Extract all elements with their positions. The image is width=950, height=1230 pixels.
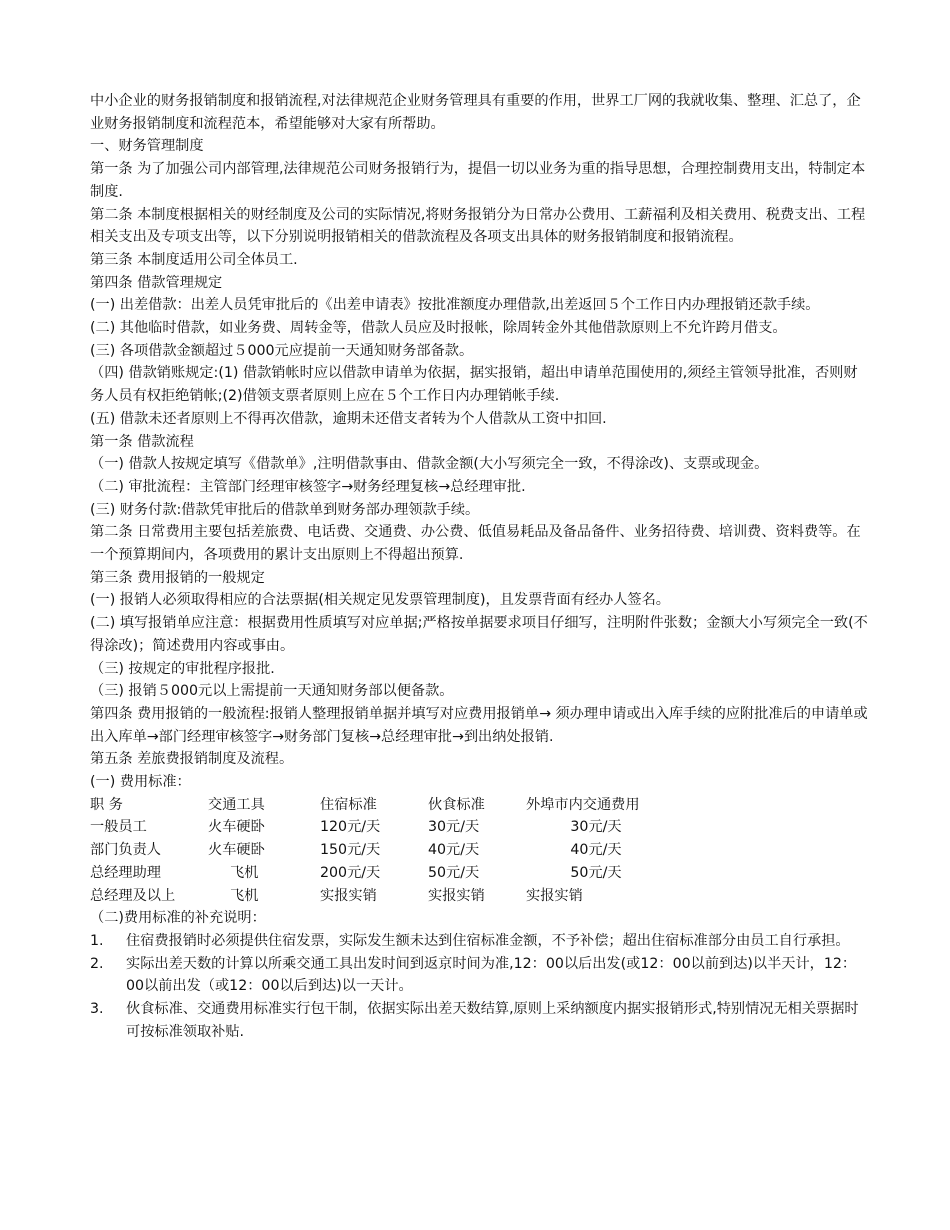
table-row <box>90 816 870 839</box>
table-cell: 120元/天 <box>320 819 381 836</box>
paragraph: （一) 借款人按规定填写《借款单》,注明借款事由、借款金额(大小写须完全一致，不得涂改)、支票或现金。 <box>90 456 769 473</box>
paragraph: （四) 借款销账规定:(1) 借款销帐时应以借款申请单为依据，据实报销，超出申请单范围使用的,须经主管领导批准，否则财务人员有权拒绝销帐;(2)借领支票者原则上应在５个工作日内办理销帐手续. <box>90 365 858 405</box>
list-text: 实际出差天数的计算以所乘交通工具出发时间到返京时间为准,12：00以后出发(或12：00以前到达)以半天计，12：00以前出发（或12：00以后到达)以一天计。 <box>126 955 857 995</box>
table-cell: 实报实销 <box>320 887 377 904</box>
paragraph: (二) 其他临时借款，如业务费、周转金等，借款人员应及时报帐，除周转金外其他借款原则上不允许跨月借支。 <box>90 320 787 337</box>
table-cell: 150元/天 <box>320 842 381 859</box>
table-cell: 总经理及以上 <box>90 887 176 904</box>
expense-standard-table <box>90 794 870 907</box>
list-text: 住宿费报销时必须提供住宿发票，实际发生额未达到住宿标准金额，不予补偿；超出住宿标准部分由员工自行承担。 <box>126 932 850 949</box>
table-cell: 一般员工 <box>90 819 147 836</box>
paragraph: (三) 财务付款:借款凭审批后的借款单到财务部办理领款手续。 <box>90 501 480 518</box>
table-cell: 40元/天 <box>570 842 622 859</box>
list-text: 伙食标准、交通费用标准实行包干制，依据实际出差天数结算,原则上采纳额度内据实报销形式,特别情况无相关票据时可按标准领取补贴. <box>126 1001 859 1040</box>
paragraph: （三) 报销５000元以上需提前一天通知财务部以便备款。 <box>90 683 454 700</box>
list-item <box>90 998 870 1043</box>
paragraph: (三) 各项借款金额超过５000元应提前一天通知财务部备款。 <box>90 342 474 359</box>
paragraph: 第三条 费用报销的一般规定 <box>90 569 265 586</box>
paragraph: 一、财务管理制度 <box>90 138 204 155</box>
table-cell: 50元/天 <box>570 864 622 881</box>
paragraph: 第五条 差旅费报销制度及流程。 <box>90 751 294 768</box>
paragraph: 第一条 借款流程 <box>90 433 194 450</box>
paragraph: 第四条 借款管理规定 <box>90 274 223 291</box>
paragraph: 第二条 本制度根据相关的财经制度及公司的实际情况,将财务报销分为日常办公费用、工薪福利及相关费用、税费支出、工程相关支出及专项支出等，以下分别说明报销相关的借款流程及各项支出具体的财务报销制度和报销流程。 <box>90 206 866 246</box>
table-cell: 火车硬卧 <box>208 842 265 859</box>
table-cell: 实报实销 <box>526 887 583 904</box>
table-header: 交通工具 <box>208 796 265 813</box>
table-row <box>90 862 870 885</box>
table-header: 外埠市内交通费用 <box>526 796 640 813</box>
list-number: 1. <box>90 932 104 949</box>
paragraph: 第二条 日常费用主要包括差旅费、电话费、交通费、办公费、低值易耗品及备品备件、业务招待费、培训费、资料费等。在一个预算期间内，各项费用的累计支出原则上不得超出预算. <box>90 524 861 564</box>
table-cell: 火车硬卧 <box>208 819 265 836</box>
table-row <box>90 885 870 908</box>
paragraph: 第一条 为了加强公司内部管理,法律规范公司财务报销行为，提倡一切以业务为重的指导思想，合理控制费用支出，特制定本制度. <box>90 161 866 200</box>
table-header-row <box>90 794 870 817</box>
paragraph: 第四条 费用报销的一般流程:报销人整理报销单据并填写对应费用报销单→ 须办理申请或出入库手续的应附批准后的申请单或出入库单→部门经理审核签字→财务部门复核→总经理审批→到出纳处报销. <box>90 705 868 745</box>
table-cell: 30元/天 <box>428 819 480 836</box>
table-cell: 飞机 <box>230 887 259 904</box>
paragraph: （三) 按规定的审批程序报批. <box>90 660 275 677</box>
table-cell: 40元/天 <box>428 842 480 859</box>
list-number: 3. <box>90 1001 104 1018</box>
supplement-title: （二)费用标准的补充说明： <box>90 910 266 927</box>
table-cell: 总经理助理 <box>90 864 161 881</box>
list-number: 2. <box>90 955 104 972</box>
table-row <box>90 839 870 862</box>
table-cell: 30元/天 <box>570 819 622 836</box>
table-cell: 50元/天 <box>428 864 480 881</box>
table-cell: 部门负责人 <box>90 842 161 859</box>
document-body <box>90 90 870 1043</box>
list-item <box>90 953 870 998</box>
paragraph: (一) 报销人必须取得相应的合法票据(相关规定见发票管理制度)，且发票背面有经办人签名。 <box>90 592 670 609</box>
table-cell: 飞机 <box>230 864 259 881</box>
paragraph: (五) 借款未还者原则上不得再次借款，逾期未还借支者转为个人借款从工资中扣回. <box>90 410 607 427</box>
table-header: 住宿标准 <box>320 796 377 813</box>
intro-paragraph: 中小企业的财务报销制度和报销流程,对法律规范企业财务管理具有重要的作用，世界工厂网的我就收集、整理、汇总了，企业财务报销制度和流程范本，希望能够对大家有所帮助。 <box>90 93 861 132</box>
table-header: 伙食标准 <box>428 796 485 813</box>
paragraph: (二) 填写报销单应注意：根据费用性质填写对应单据;严格按单据要求项目仔细写，注明附件张数；金额大小写须完全一致(不得涂改)；简述费用内容或事由。 <box>90 615 868 654</box>
list-item <box>90 930 870 953</box>
paragraph: （二) 审批流程：主管部门经理审核签字→财务经理复核→总经理审批. <box>90 478 526 495</box>
paragraph: (一) 出差借款：出差人员凭审批后的《出差申请表》按批准额度办理借款,出差返回５个工作日内办理报销还款手续。 <box>90 297 820 314</box>
paragraph: (一) 费用标准： <box>90 774 191 791</box>
table-cell: 实报实销 <box>428 887 485 904</box>
table-cell: 200元/天 <box>320 864 381 881</box>
paragraph: 第三条 本制度适用公司全体员工. <box>90 251 298 268</box>
table-header: 职 务 <box>90 796 123 813</box>
